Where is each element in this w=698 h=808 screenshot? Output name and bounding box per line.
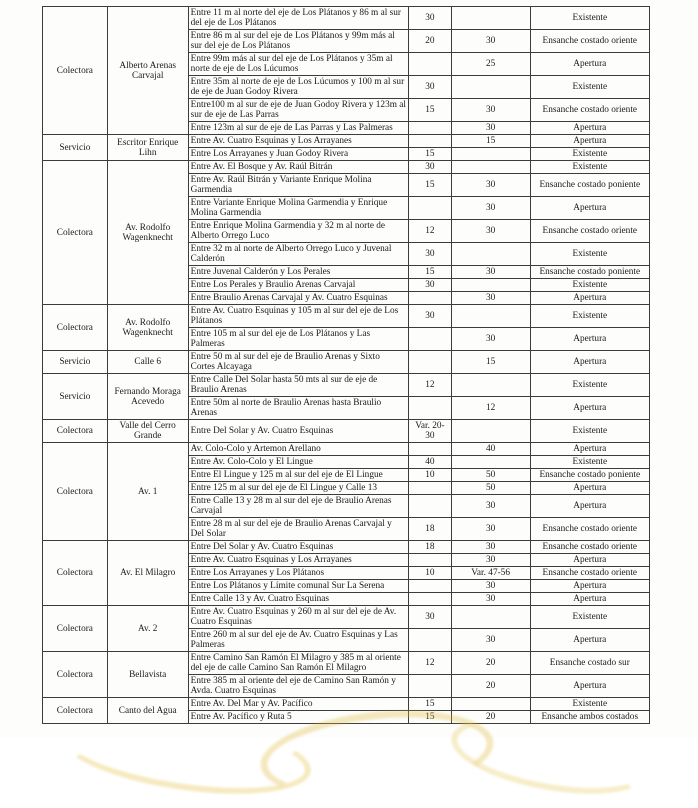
width-existing-cell: 12 bbox=[409, 374, 451, 397]
status-cell: Existente bbox=[530, 698, 649, 711]
segment-cell: Entre Av. Cuatro Esquinas y 105 m al sur del eje de Los Plátanos bbox=[188, 305, 409, 328]
status-cell: Existente bbox=[530, 161, 649, 174]
width-proposed-cell: 30 bbox=[451, 518, 530, 541]
status-cell: Ensanche costado poniente bbox=[530, 174, 649, 197]
road-type-cell: Servicio bbox=[43, 351, 108, 374]
width-existing-cell bbox=[409, 554, 451, 567]
status-cell: Apertura bbox=[530, 197, 649, 220]
width-existing-cell: 30 bbox=[409, 606, 451, 629]
status-cell: Existente bbox=[530, 606, 649, 629]
status-cell: Existente bbox=[530, 279, 649, 292]
road-name-cell: Av. 1 bbox=[107, 443, 188, 541]
width-existing-cell bbox=[409, 135, 451, 148]
segment-cell: Entre 32 m al norte de Alberto Orrego Luco y Juvenal Calderón bbox=[188, 243, 409, 266]
status-cell: Apertura bbox=[530, 580, 649, 593]
status-cell: Existente bbox=[530, 456, 649, 469]
segment-cell: Entre 50m al norte de Braulio Arenas hasta Braulio Arenas bbox=[188, 397, 409, 420]
width-existing-cell bbox=[409, 443, 451, 456]
segment-cell: Entre Los Arrayanes y Los Plátanos bbox=[188, 567, 409, 580]
width-existing-cell bbox=[409, 675, 451, 698]
width-proposed-cell bbox=[451, 606, 530, 629]
road-name-cell: Calle 6 bbox=[107, 351, 188, 374]
width-existing-cell: 12 bbox=[409, 220, 451, 243]
segment-cell: Entre Av. Colo-Colo y El Lingue bbox=[188, 456, 409, 469]
segment-cell: Entre 385 m al oriente del eje de Camino San Ramón y Avda. Cuatro Esquinas bbox=[188, 675, 409, 698]
segment-cell: Entre100 m al sur de eje de Juan Godoy Rivera y 123m al sur de eje de Las Parras bbox=[188, 99, 409, 122]
status-cell: Apertura bbox=[530, 593, 649, 606]
width-existing-cell bbox=[409, 197, 451, 220]
table-row bbox=[43, 374, 650, 397]
segment-cell: Entre Av. El Bosque y Av. Raúl Bitrán bbox=[188, 161, 409, 174]
status-cell: Apertura bbox=[530, 397, 649, 420]
status-cell: Apertura bbox=[530, 292, 649, 305]
segment-cell: Entre 99m más al sur del eje de Los Plátanos y 35m al norte de eje de Los Lúcumos bbox=[188, 53, 409, 76]
width-proposed-cell bbox=[451, 305, 530, 328]
width-proposed-cell: 30 bbox=[451, 495, 530, 518]
status-cell: Existente bbox=[530, 305, 649, 328]
table-row bbox=[43, 443, 650, 456]
status-cell: Apertura bbox=[530, 351, 649, 374]
width-proposed-cell bbox=[451, 279, 530, 292]
table-row bbox=[43, 7, 650, 30]
segment-cell: Entre Los Perales y Braulio Arenas Carvajal bbox=[188, 279, 409, 292]
width-proposed-cell: 30 bbox=[451, 629, 530, 652]
width-proposed-cell: 25 bbox=[451, 53, 530, 76]
width-proposed-cell: 50 bbox=[451, 469, 530, 482]
width-proposed-cell: 30 bbox=[451, 580, 530, 593]
width-proposed-cell: 40 bbox=[451, 443, 530, 456]
road-type-cell: Colectora bbox=[43, 698, 108, 724]
width-existing-cell: 15 bbox=[409, 99, 451, 122]
status-cell: Ensanche costado oriente bbox=[530, 30, 649, 53]
width-proposed-cell: 30 bbox=[451, 292, 530, 305]
width-existing-cell: 30 bbox=[409, 243, 451, 266]
width-existing-cell bbox=[409, 53, 451, 76]
width-proposed-cell: 15 bbox=[451, 135, 530, 148]
width-proposed-cell: 20 bbox=[451, 675, 530, 698]
status-cell: Ensanche costado oriente bbox=[530, 99, 649, 122]
status-cell: Apertura bbox=[530, 122, 649, 135]
width-proposed-cell: 15 bbox=[451, 351, 530, 374]
table-row bbox=[43, 161, 650, 174]
width-existing-cell: 15 bbox=[409, 266, 451, 279]
table-row bbox=[43, 698, 650, 711]
width-proposed-cell: 30 bbox=[451, 122, 530, 135]
width-proposed-cell bbox=[451, 243, 530, 266]
width-existing-cell: 15 bbox=[409, 174, 451, 197]
status-cell: Existente bbox=[530, 76, 649, 99]
status-cell: Ensanche costado poniente bbox=[530, 469, 649, 482]
status-cell: Existente bbox=[530, 420, 649, 443]
status-cell: Apertura bbox=[530, 554, 649, 567]
road-name-cell: Av. Rodolfo Wagenknecht bbox=[107, 305, 188, 351]
width-existing-cell: 30 bbox=[409, 305, 451, 328]
width-existing-cell: 10 bbox=[409, 469, 451, 482]
road-name-cell: Alberto Arenas Carvajal bbox=[107, 7, 188, 135]
road-name-cell: Bellavista bbox=[107, 652, 188, 698]
width-existing-cell: 15 bbox=[409, 148, 451, 161]
width-existing-cell: 10 bbox=[409, 567, 451, 580]
status-cell: Ensanche costado sur bbox=[530, 652, 649, 675]
width-existing-cell bbox=[409, 122, 451, 135]
status-cell: Apertura bbox=[530, 495, 649, 518]
width-existing-cell: 30 bbox=[409, 7, 451, 30]
width-existing-cell bbox=[409, 495, 451, 518]
width-existing-cell: Var. 20-30 bbox=[409, 420, 451, 443]
status-cell: Ensanche costado oriente bbox=[530, 567, 649, 580]
segment-cell: Entre Variante Enrique Molina Garmendia y Enrique Molina Garmendia bbox=[188, 197, 409, 220]
segment-cell: Entre Av. Cuatro Esquinas y Los Arrayanes bbox=[188, 135, 409, 148]
status-cell: Ensanche costado oriente bbox=[530, 518, 649, 541]
width-existing-cell: 12 bbox=[409, 652, 451, 675]
segment-cell: Entre Calle 13 y 28 m al sur del eje de Braulio Arenas Carvajal bbox=[188, 495, 409, 518]
width-proposed-cell: 30 bbox=[451, 30, 530, 53]
width-proposed-cell: 20 bbox=[451, 652, 530, 675]
width-existing-cell: 30 bbox=[409, 76, 451, 99]
table-row bbox=[43, 420, 650, 443]
width-proposed-cell: 30 bbox=[451, 328, 530, 351]
road-name-cell: Av. El Milagro bbox=[107, 541, 188, 606]
width-proposed-cell: 30 bbox=[451, 174, 530, 197]
status-cell: Apertura bbox=[530, 629, 649, 652]
status-cell: Apertura bbox=[530, 328, 649, 351]
width-existing-cell bbox=[409, 351, 451, 374]
width-proposed-cell bbox=[451, 161, 530, 174]
segment-cell: Entre Braulio Arenas Carvajal y Av. Cuatro Esquinas bbox=[188, 292, 409, 305]
road-name-cell: Av. 2 bbox=[107, 606, 188, 652]
width-proposed-cell bbox=[451, 698, 530, 711]
road-type-cell: Servicio bbox=[43, 135, 108, 161]
road-table bbox=[42, 6, 650, 724]
segment-cell: Entre Av. Cuatro Esquinas y 260 m al sur del eje de Av. Cuatro Esquinas bbox=[188, 606, 409, 629]
table-row bbox=[43, 351, 650, 374]
segment-cell: Entre Calle Del Solar hasta 50 mts al sur de eje de Braulio Arenas bbox=[188, 374, 409, 397]
status-cell: Existente bbox=[530, 148, 649, 161]
segment-cell: Entre Calle 13 y Av. Cuatro Esquinas bbox=[188, 593, 409, 606]
width-existing-cell bbox=[409, 593, 451, 606]
width-existing-cell bbox=[409, 397, 451, 420]
status-cell: Existente bbox=[530, 243, 649, 266]
road-name-cell: Valle del Cerro Grande bbox=[107, 420, 188, 443]
width-proposed-cell: 20 bbox=[451, 711, 530, 724]
width-existing-cell: 20 bbox=[409, 30, 451, 53]
segment-cell: Entre El Lingue y 125 m al sur del eje de El Lingue bbox=[188, 469, 409, 482]
road-name-cell: Fernando Moraga Acevedo bbox=[107, 374, 188, 420]
segment-cell: Entre Av. Del Mar y Av. Pacífico bbox=[188, 698, 409, 711]
road-type-cell: Servicio bbox=[43, 374, 108, 420]
width-proposed-cell: 50 bbox=[451, 482, 530, 495]
width-proposed-cell bbox=[451, 76, 530, 99]
width-existing-cell bbox=[409, 292, 451, 305]
status-cell: Ensanche costado oriente bbox=[530, 220, 649, 243]
road-type-cell: Colectora bbox=[43, 420, 108, 443]
segment-cell: Entre 125 m al sur del eje de El Lingue y Calle 13 bbox=[188, 482, 409, 495]
segment-cell: Entre 50 m al sur del eje de Braulio Arenas y Sixto Cortes Alcayaga bbox=[188, 351, 409, 374]
width-proposed-cell bbox=[451, 148, 530, 161]
status-cell: Existente bbox=[530, 374, 649, 397]
road-name-cell: Canto del Agua bbox=[107, 698, 188, 724]
width-existing-cell: 30 bbox=[409, 161, 451, 174]
status-cell: Apertura bbox=[530, 135, 649, 148]
width-existing-cell: 40 bbox=[409, 456, 451, 469]
road-type-cell: Colectora bbox=[43, 606, 108, 652]
segment-cell: Entre 28 m al sur del eje de Braulio Arenas Carvajal y Del Solar bbox=[188, 518, 409, 541]
status-cell: Apertura bbox=[530, 53, 649, 76]
segment-cell: Entre 123m al sur de eje de Las Parras y Las Palmeras bbox=[188, 122, 409, 135]
status-cell: Apertura bbox=[530, 675, 649, 698]
width-proposed-cell: 30 bbox=[451, 197, 530, 220]
segment-cell: Entre Juvenal Calderón y Los Perales bbox=[188, 266, 409, 279]
segment-cell: Entre 86 m al sur del eje de Los Plátanos y 99m más al sur del eje de Los Plátanos bbox=[188, 30, 409, 53]
width-proposed-cell: 30 bbox=[451, 266, 530, 279]
table-row bbox=[43, 652, 650, 675]
width-proposed-cell: 30 bbox=[451, 99, 530, 122]
width-proposed-cell: 30 bbox=[451, 593, 530, 606]
road-table-body bbox=[43, 7, 650, 724]
road-type-cell: Colectora bbox=[43, 161, 108, 305]
width-proposed-cell bbox=[451, 7, 530, 30]
width-proposed-cell: 30 bbox=[451, 554, 530, 567]
segment-cell: Entre Del Solar y Av. Cuatro Esquinas bbox=[188, 420, 409, 443]
status-cell: Apertura bbox=[530, 482, 649, 495]
width-existing-cell: 15 bbox=[409, 711, 451, 724]
segment-cell: Entre Enrique Molina Garmendia y 32 m al norte de Alberto Orrego Luco bbox=[188, 220, 409, 243]
table-row bbox=[43, 606, 650, 629]
road-type-cell: Colectora bbox=[43, 7, 108, 135]
segment-cell: Entre Los Arrayanes y Juan Godoy Rivera bbox=[188, 148, 409, 161]
table-row bbox=[43, 305, 650, 328]
road-type-cell: Colectora bbox=[43, 652, 108, 698]
segment-cell: Entre Av. Cuatro Esquinas y Los Arrayanes bbox=[188, 554, 409, 567]
width-existing-cell bbox=[409, 629, 451, 652]
width-existing-cell bbox=[409, 328, 451, 351]
road-name-cell: Escritor Enrique Lihn bbox=[107, 135, 188, 161]
status-cell: Ensanche costado poniente bbox=[530, 266, 649, 279]
table-row bbox=[43, 135, 650, 148]
status-cell: Existente bbox=[530, 7, 649, 30]
status-cell: Ensanche ambos costados bbox=[530, 711, 649, 724]
segment-cell: Entre Camino San Ramón El Milagro y 385 m al oriente del eje de calle Camino San Ramón El Milagro bbox=[188, 652, 409, 675]
segment-cell: Entre 11 m al norte del eje de Los Plátanos y 86 m al sur del eje de Los Plátanos bbox=[188, 7, 409, 30]
width-proposed-cell bbox=[451, 374, 530, 397]
segment-cell: Entre Av. Pacífico y Ruta 5 bbox=[188, 711, 409, 724]
table-row bbox=[43, 541, 650, 554]
width-proposed-cell bbox=[451, 420, 530, 443]
segment-cell: Av. Colo-Colo y Artemon Arellano bbox=[188, 443, 409, 456]
segment-cell: Entre 105 m al sur del eje de Los Plátanos y Las Palmeras bbox=[188, 328, 409, 351]
width-existing-cell: 30 bbox=[409, 279, 451, 292]
width-existing-cell: 18 bbox=[409, 541, 451, 554]
road-type-cell: Colectora bbox=[43, 443, 108, 541]
road-type-cell: Colectora bbox=[43, 541, 108, 606]
segment-cell: Entre Del Solar y Av. Cuatro Esquinas bbox=[188, 541, 409, 554]
road-type-cell: Colectora bbox=[43, 305, 108, 351]
segment-cell: Entre Los Plátanos y Límite comunal Sur La Serena bbox=[188, 580, 409, 593]
segment-cell: Entre 260 m al sur del eje de Av. Cuatro Esquinas y Las Palmeras bbox=[188, 629, 409, 652]
width-proposed-cell: 30 bbox=[451, 541, 530, 554]
width-existing-cell bbox=[409, 580, 451, 593]
width-existing-cell: 15 bbox=[409, 698, 451, 711]
road-name-cell: Av. Rodolfo Wagenknecht bbox=[107, 161, 188, 305]
width-existing-cell bbox=[409, 482, 451, 495]
segment-cell: Entre Av. Raúl Bitrán y Variante Enrique Molina Garmendia bbox=[188, 174, 409, 197]
width-existing-cell: 18 bbox=[409, 518, 451, 541]
width-proposed-cell: 30 bbox=[451, 220, 530, 243]
width-proposed-cell: Var. 47-56 bbox=[451, 567, 530, 580]
width-proposed-cell bbox=[451, 456, 530, 469]
width-proposed-cell: 12 bbox=[451, 397, 530, 420]
status-cell: Ensanche costado oriente bbox=[530, 541, 649, 554]
status-cell: Apertura bbox=[530, 443, 649, 456]
segment-cell: Entre 35m al norte de eje de Los Lúcumos y 100 m al sur de eje de Juan Godoy Rivera bbox=[188, 76, 409, 99]
